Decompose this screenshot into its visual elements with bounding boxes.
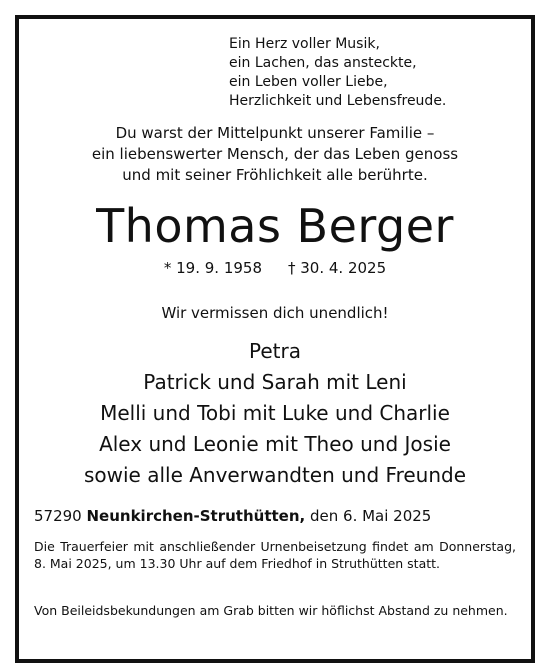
funeral-notice: Die Trauerfeier mit anschließender Urnenbeisetzung findet am Donnerstag, 8. Mai 2025, um 13.30 Uhr auf dem Friedhof in Struthütten statt.: [34, 539, 516, 571]
verse-line: Ein Herz voller Musik,: [229, 36, 380, 52]
postal-code: 57290: [34, 507, 82, 525]
condolence-notice: Von Beileidsbekundungen am Grab bitten wir höflichst Abstand zu nehmen.: [34, 603, 508, 618]
mourner-line: sowie alle Anverwandten und Freunde: [83, 463, 467, 487]
farewell-line: Wir vermissen dich unendlich!: [161, 304, 389, 322]
mourners-list: [19, 336, 531, 491]
death-date: † 30. 4. 2025: [288, 259, 387, 277]
tribute-line: Du warst der Mittelpunkt unserer Familie –: [115, 124, 435, 142]
place-date-line: [34, 506, 431, 526]
verse-line: ein Lachen, das ansteckte,: [229, 55, 417, 71]
tribute-text: [19, 123, 531, 186]
mourner-line: Patrick und Sarah mit Leni: [143, 370, 407, 394]
tribute-line: ein liebenswerter Mensch, der das Leben genoss: [91, 145, 459, 163]
deceased-name: Thomas Berger: [96, 199, 454, 253]
mourner-line: Petra: [249, 339, 301, 363]
notice-date: den 6. Mai 2025: [310, 507, 432, 525]
tribute-line: und mit seiner Fröhlichkeit alle berührte.: [122, 166, 428, 184]
life-dates: [19, 258, 531, 278]
town-name: Neunkirchen-Struthütten,: [86, 507, 306, 525]
mourner-line: Melli und Tobi mit Luke und Charlie: [100, 401, 450, 425]
mourner-line: Alex und Leonie mit Theo und Josie: [99, 432, 451, 456]
verse-line: Herzlichkeit und Lebensfreude.: [229, 93, 447, 109]
verse-line: ein Leben voller Liebe,: [229, 74, 388, 90]
poem-verse: [229, 35, 446, 111]
birth-date: * 19. 9. 1958: [163, 259, 262, 277]
